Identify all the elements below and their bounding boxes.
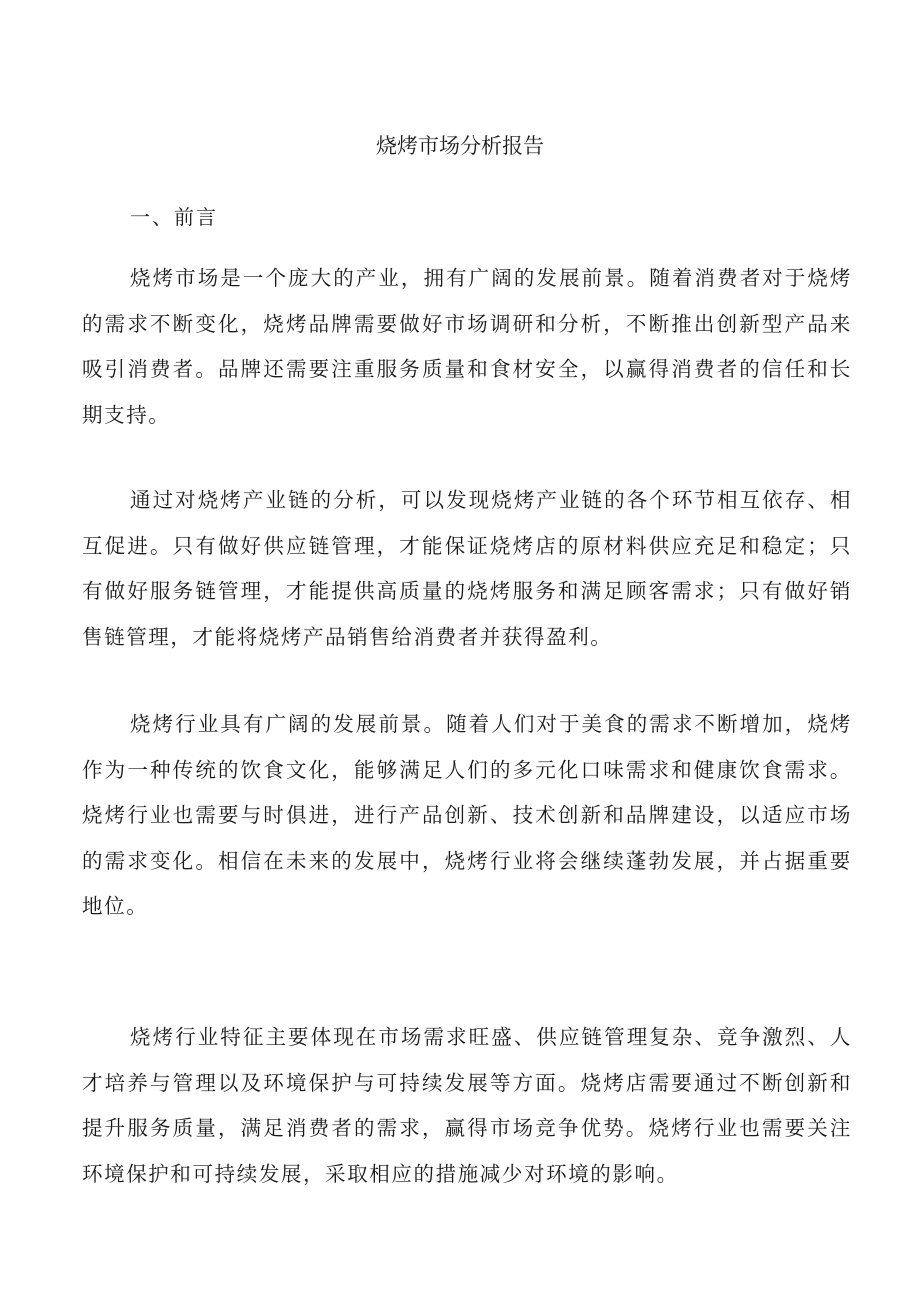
paragraph-4: 烧烤行业特征主要体现在市场需求旺盛、供应链管理复杂、竞争激烈、人才培养与管理以及环境保护与可持续发展等方面。烧烤店需要通过不断创新和提升服务质量，满足消费者的需求，赢得市场竞争优势。烧烤行业也需要关注环境保护和可持续发展，采取相应的措施减少对环境的影响。 xyxy=(82,1025,852,1186)
paragraph-2: 通过对烧烤产业链的分析，可以发现烧烤产业链的各个环节相互依存、相互促进。只有做好供应链管理，才能保证烧烤店的原材料供应充足和稳定；只有做好服务链管理，才能提供高质量的烧烤服务和满足顾客需求；只有做好销售链管理，才能将烧烤产品销售给消费者并获得盈利。 xyxy=(82,488,852,649)
document-title: 烧烤市场分析报告 xyxy=(376,134,544,158)
paragraph-3: 烧烤行业具有广阔的发展前景。随着人们对于美食的需求不断增加，烧烤作为一种传统的饮食文化，能够满足人们的多元化口味需求和健康饮食需求。烧烤行业也需要与时俱进，进行产品创新、技术创新和品牌建设，以适应市场的需求变化。相信在未来的发展中，烧烤行业将会继续蓬勃发展，并占据重要地位。 xyxy=(82,712,852,918)
paragraph-1: 烧烤市场是一个庞大的产业，拥有广阔的发展前景。随着消费者对于烧烤的需求不断变化，烧烤品牌需要做好市场调研和分析，不断推出创新型产品来吸引消费者。品牌还需要注重服务质量和食材安全，以赢得消费者的信任和长期支持。 xyxy=(82,266,852,427)
section-heading: 一、前言 xyxy=(130,205,218,229)
